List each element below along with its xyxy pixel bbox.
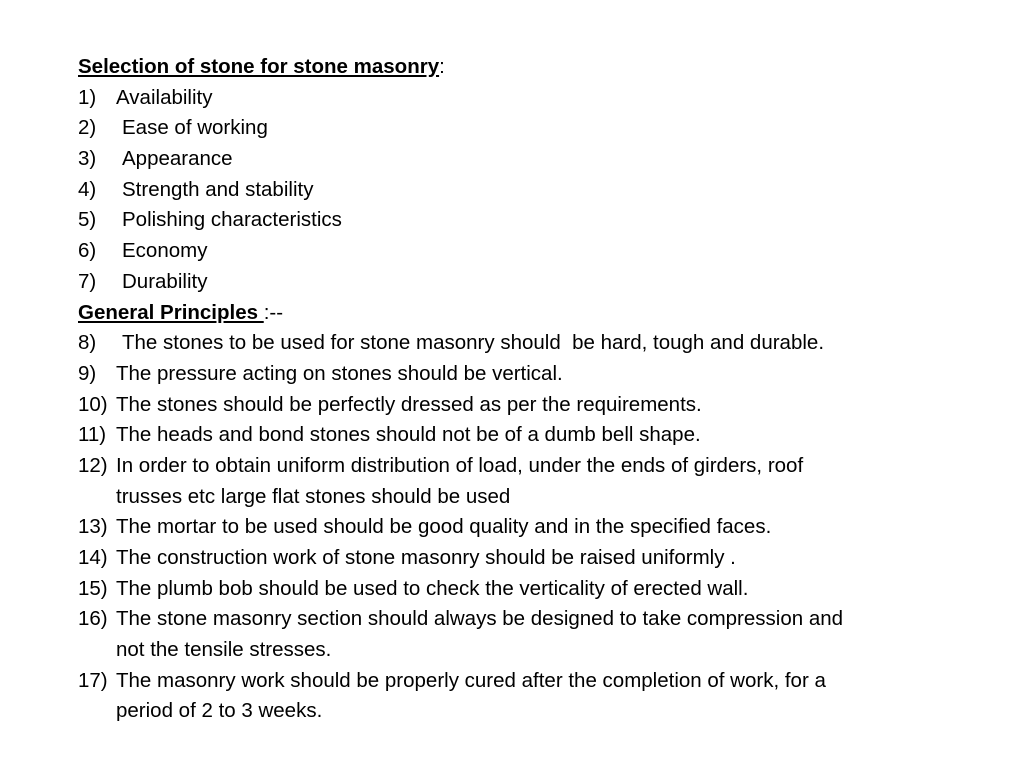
heading-suffix: :-- [263, 300, 284, 324]
item-text: Durability [122, 269, 208, 293]
item-text: In order to obtain uniform distribution of load, under the ends of girders, roof [116, 453, 804, 477]
item-number: 1) [78, 85, 97, 109]
section-heading-selection [78, 52, 978, 83]
item-text: Strength and stability [122, 177, 314, 201]
list-item-continuation [78, 696, 978, 727]
list-item [78, 574, 978, 605]
list-item [78, 666, 978, 697]
item-text: The stone masonry section should always be designed to take compression and [116, 607, 844, 631]
item-text: Appearance [122, 147, 233, 171]
heading-text: General Principles [78, 300, 264, 324]
item-number: 12) [78, 453, 108, 477]
list-item [78, 267, 978, 298]
heading-suffix: : [439, 55, 445, 78]
list-item [78, 451, 978, 482]
item-text-continuation: not the tensile stresses. [116, 638, 332, 662]
section-heading-principles [78, 298, 978, 329]
item-text: The mortar to be used should be good quality and in the specified faces. [116, 515, 772, 539]
list-item [78, 512, 978, 543]
heading-text: Selection of stone for stone masonry [78, 55, 440, 78]
list-item [78, 390, 978, 421]
item-number: 16) [78, 607, 108, 631]
item-text: The masonry work should be properly cured after the completion of work, for a [116, 668, 826, 692]
item-text: Economy [122, 239, 208, 263]
list-item [78, 328, 978, 359]
item-number: 5) [78, 208, 97, 232]
item-number: 8) [78, 331, 97, 355]
list-item [78, 175, 978, 206]
item-text: The pressure acting on stones should be vertical. [116, 361, 563, 385]
list-item [78, 236, 978, 267]
item-number: 6) [78, 239, 97, 263]
item-number: 2) [78, 116, 97, 140]
item-number: 3) [78, 147, 97, 171]
item-number: 14) [78, 546, 108, 569]
item-text: The stones should be perfectly dressed as per the requirements. [116, 392, 702, 416]
list-item-continuation [78, 635, 978, 666]
list-item [78, 113, 978, 144]
list-item [78, 205, 978, 236]
list-item [78, 359, 978, 390]
item-number: 13) [78, 515, 108, 539]
item-number: 9) [78, 361, 97, 385]
list-item [78, 543, 978, 574]
item-text-continuation: trusses etc large flat stones should be used [116, 484, 511, 508]
list-item [78, 144, 978, 175]
item-text: Polishing characteristics [122, 208, 342, 232]
list-item [78, 604, 978, 635]
item-text: The stones to be used for stone masonry should be hard, tough and durable. [122, 331, 825, 355]
item-number: 15) [78, 576, 108, 600]
list-item [78, 420, 978, 451]
item-number: 10) [78, 392, 108, 416]
item-text: Availability [116, 85, 213, 109]
item-text: The construction work of stone masonry should be raised uniformly . [116, 546, 736, 569]
item-number: 4) [78, 177, 97, 201]
list-item-continuation [78, 482, 978, 513]
item-text: The heads and bond stones should not be of a dumb bell shape. [116, 423, 701, 447]
item-text: The plumb bob should be used to check the verticality of erected wall. [116, 576, 749, 600]
item-text: Ease of working [122, 116, 268, 140]
slide-content [78, 52, 978, 727]
item-number: 17) [78, 668, 108, 692]
item-number: 11) [78, 423, 107, 447]
item-text-continuation: period of 2 to 3 weeks. [116, 699, 323, 723]
item-number: 7) [78, 269, 97, 293]
list-item [78, 83, 978, 114]
